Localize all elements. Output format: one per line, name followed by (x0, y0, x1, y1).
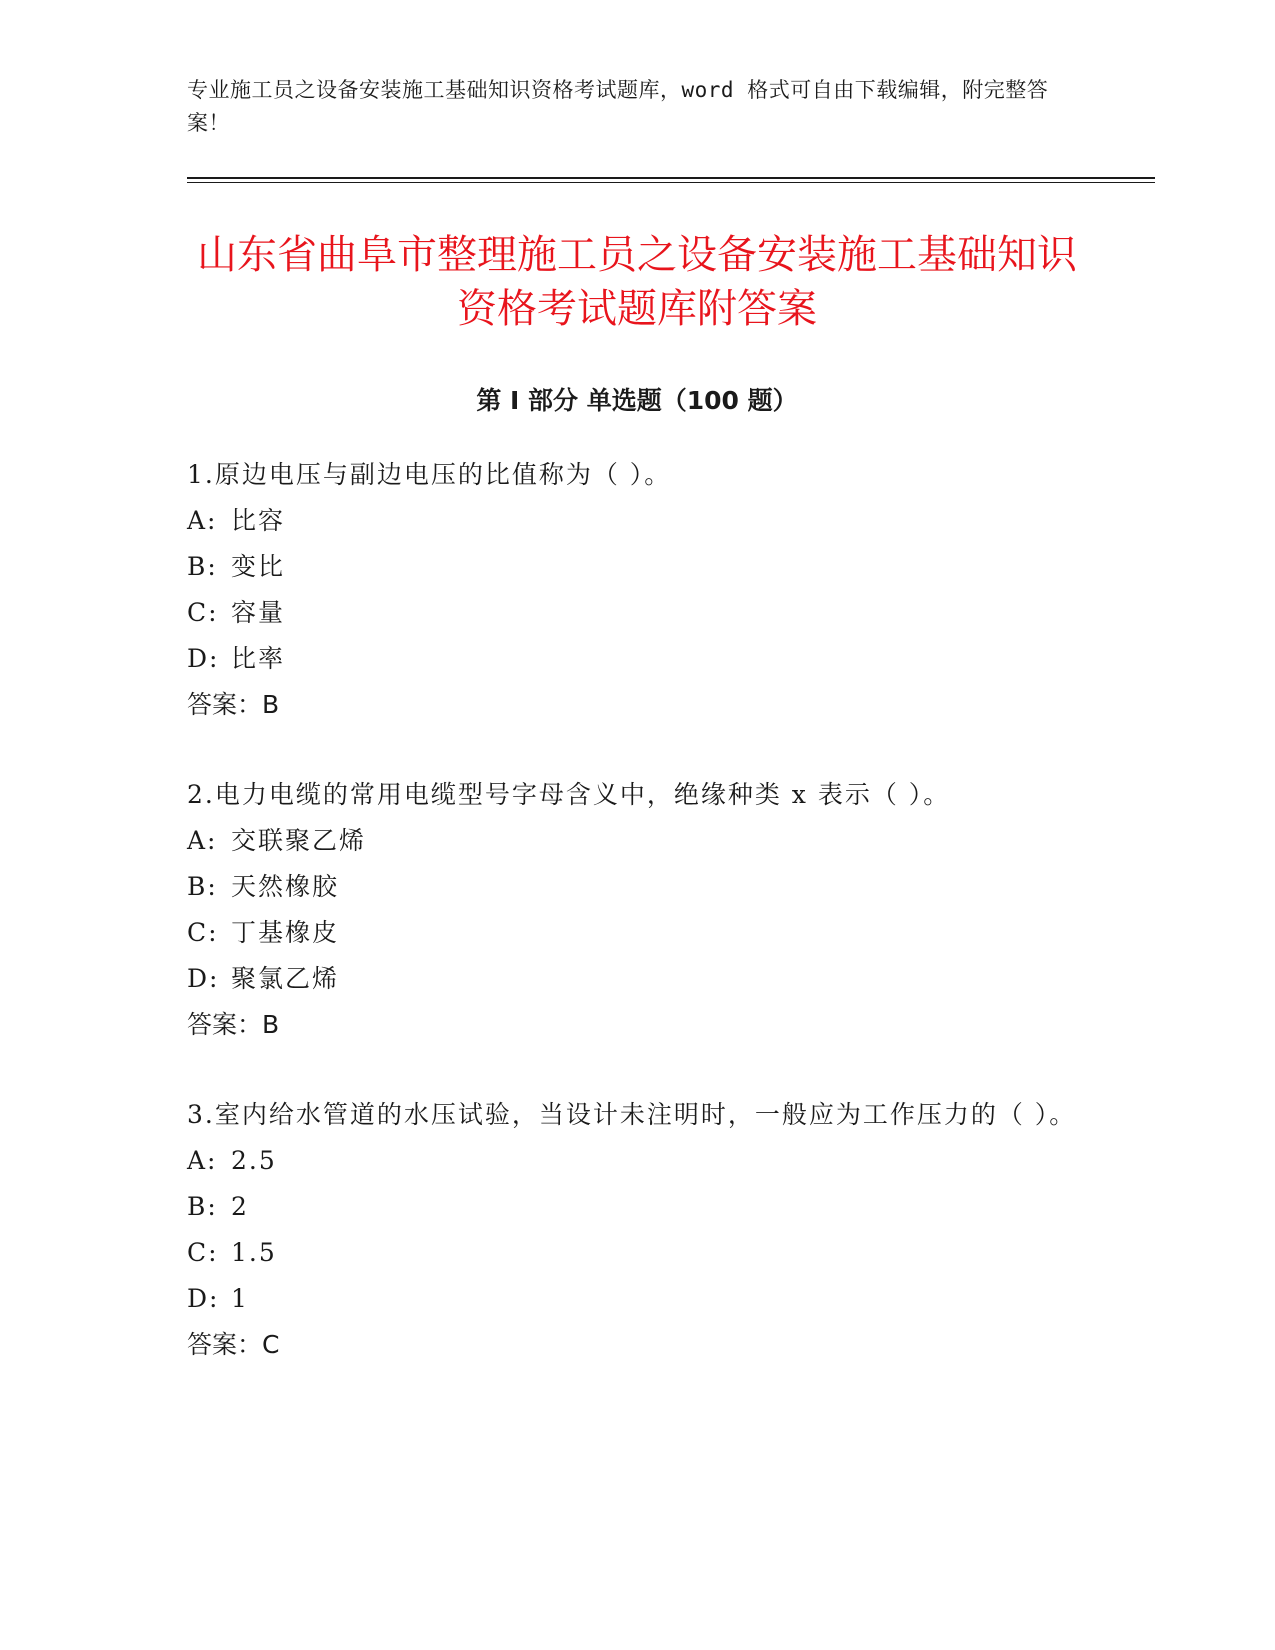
header-divider-thin (187, 182, 1155, 183)
option-text: 2 (231, 1192, 249, 1221)
option-a (187, 498, 1087, 544)
option-text: 天然橡胶 (231, 872, 340, 901)
option-text: 1.5 (231, 1238, 277, 1267)
option-key: B: (187, 552, 218, 581)
option-a (187, 1138, 1087, 1184)
section-heading: 第 I 部分 单选题（100 题） (476, 386, 798, 415)
option-b (187, 1184, 1087, 1230)
option-d (187, 956, 1087, 1002)
option-key: A: (187, 1146, 218, 1175)
question-stem: 2.电力电缆的常用电缆型号字母含义中，绝缘种类 x 表示（ ）。 (187, 780, 951, 809)
option-key: C: (187, 1238, 219, 1267)
option-key: B: (187, 872, 218, 901)
option-key: A: (187, 826, 218, 855)
option-d (187, 1276, 1087, 1322)
option-text: 聚氯乙烯 (231, 964, 340, 993)
question-3 (187, 1092, 1087, 1368)
header-note: 专业施工员之设备安装施工基础知识资格考试题库，word 格式可自由下载编辑，附完整答案！ (187, 78, 1049, 135)
option-text: 比容 (231, 506, 286, 535)
option-c (187, 590, 1087, 636)
option-a (187, 818, 1087, 864)
option-key: A: (187, 506, 218, 535)
option-b (187, 544, 1087, 590)
question-1 (187, 452, 1087, 728)
option-b (187, 864, 1087, 910)
answer-line: 答案：C (187, 1330, 280, 1359)
option-key: D: (187, 964, 220, 993)
option-key: D: (187, 644, 220, 673)
option-text: 1 (231, 1284, 249, 1313)
option-key: D: (187, 1284, 220, 1313)
document-title: 山东省曲阜市整理施工员之设备安装施工基础知识资格考试题库附答案 (197, 232, 1077, 332)
option-key: B: (187, 1192, 218, 1221)
option-text: 丁基橡皮 (231, 918, 340, 947)
header-divider-thick (187, 177, 1155, 179)
option-text: 容量 (231, 598, 286, 627)
option-key: C: (187, 918, 219, 947)
option-d (187, 636, 1087, 682)
option-text: 2.5 (231, 1146, 277, 1175)
option-c (187, 1230, 1087, 1276)
question-2 (187, 772, 1087, 1048)
option-text: 变比 (231, 552, 286, 581)
option-key: C: (187, 598, 219, 627)
answer-line: 答案：B (187, 1010, 280, 1039)
question-stem: 1.原边电压与副边电压的比值称为（ ）。 (187, 460, 672, 489)
option-c (187, 910, 1087, 956)
option-text: 比率 (231, 644, 286, 673)
option-text: 交联聚乙烯 (231, 826, 367, 855)
question-stem: 3.室内给水管道的水压试验，当设计未注明时，一般应为工作压力的（ ）。 (187, 1100, 1077, 1129)
answer-line: 答案：B (187, 690, 280, 719)
